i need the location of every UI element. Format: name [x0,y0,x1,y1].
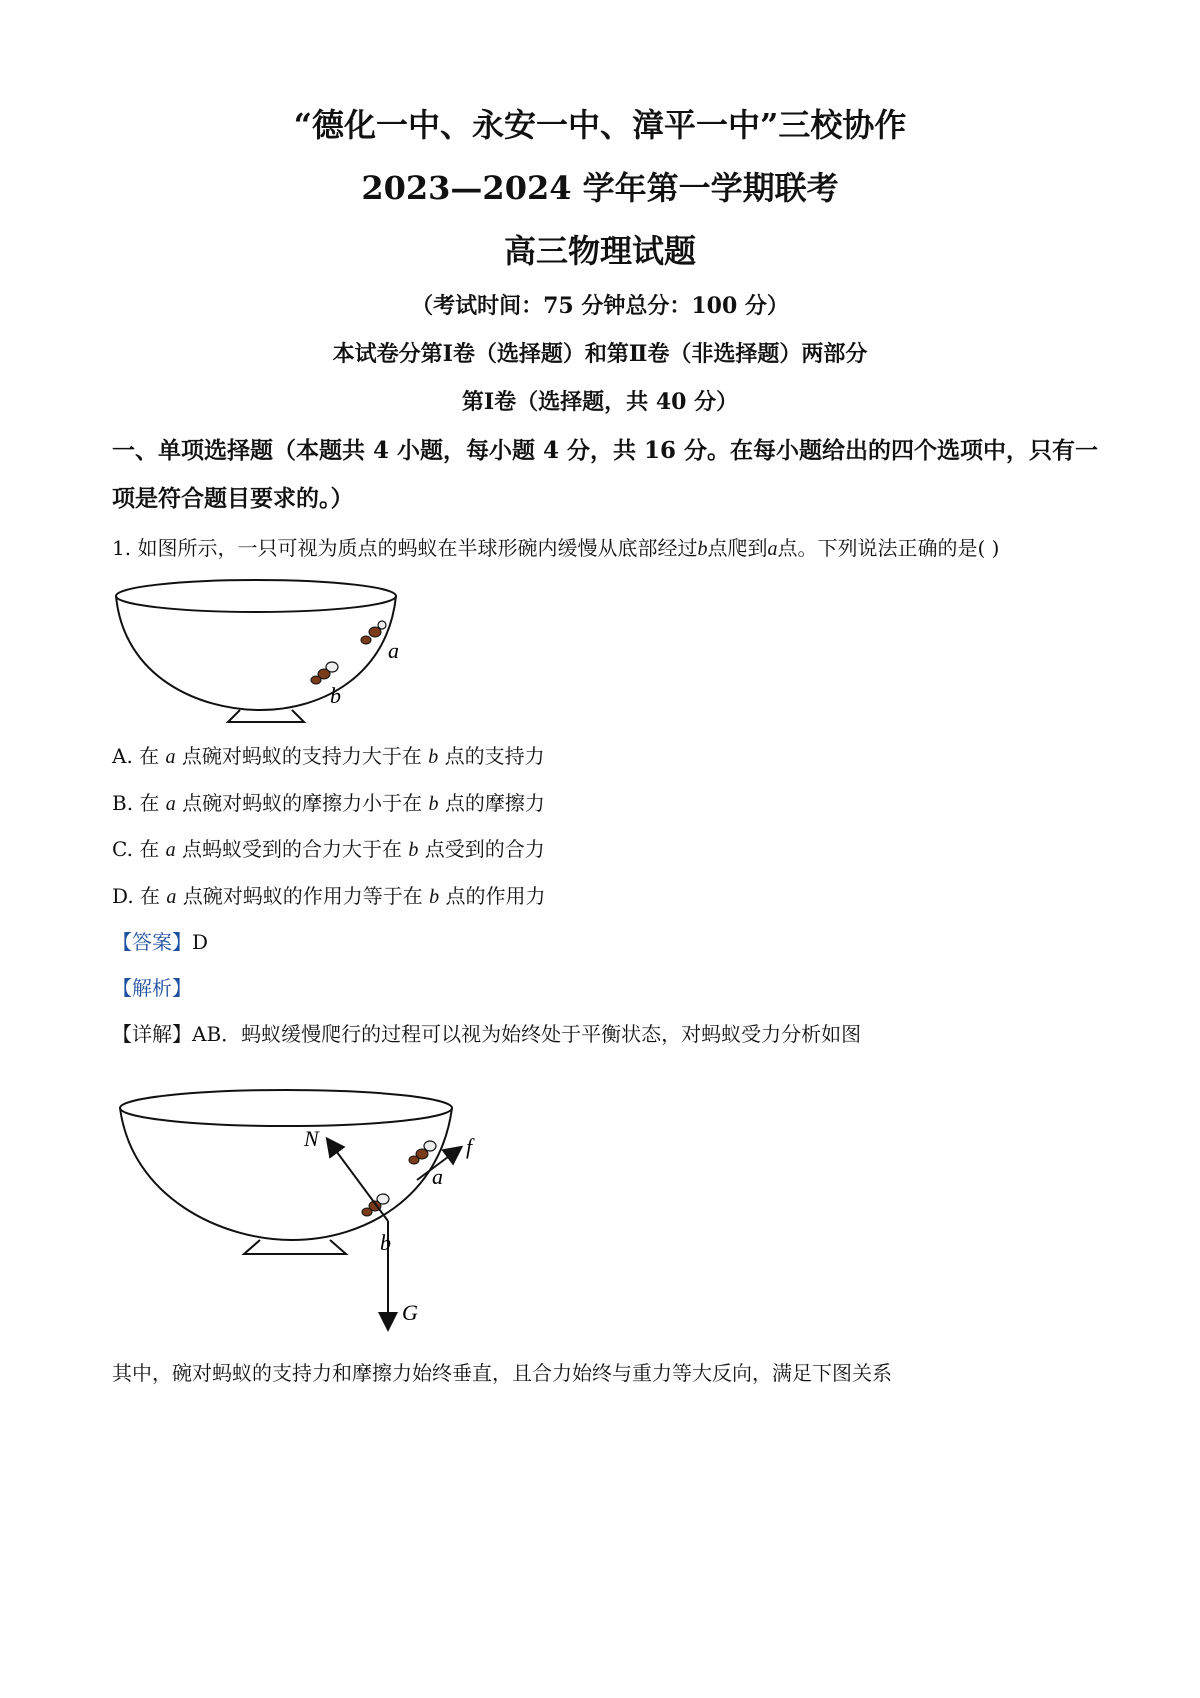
question1-stem: 1. 如图所示，一只可视为质点的蚂蚁在半球形碗内缓慢从底部经过b点爬到a点。下列说法正确的是( ) [112,536,1000,560]
detail-line [112,1018,861,1047]
bowl-rim [116,580,396,612]
option-a: A. 在 a 点碗对蚂蚁的支持力大于在 b 点的支持力 [112,744,545,768]
detail-text: AB．蚂蚁缓慢爬行的过程可以视为始终处于平衡状态，对蚂蚁受力分析如图 [192,1022,862,1046]
title-schools: “德化一中、永安一中、漳平一中”三校协作 [293,106,907,144]
ant-icon-a [361,621,386,644]
normal-force-arrow [328,1140,388,1221]
bowl-body [120,1108,452,1240]
answer-tag: 【答案】 [112,930,192,954]
bowl-rim [120,1090,452,1126]
bowl-base [228,710,304,722]
bowl-figure-2 [112,1078,492,1338]
ant-icon-a [409,1141,436,1164]
part1-title: 第Ⅰ卷（选择题，共 40 分） [461,389,739,415]
label-a: a [432,1164,443,1189]
paper-parts: 本试卷分第Ⅰ卷（选择题）和第Ⅱ卷（非选择题）两部分 [332,341,868,367]
answer-line [112,926,208,955]
ant-icon-b [311,662,338,684]
closing-text: 其中，碗对蚂蚁的支持力和摩擦力始终垂直，且合力始终与重力等大反向，满足下图关系 [112,1361,892,1385]
label-b: b [330,683,341,708]
analysis-tag: 【解析】 [112,976,192,1000]
detail-tag: 【详解】 [112,1022,192,1046]
option-b: B. 在 a 点碗对蚂蚁的摩擦力小于在 b 点的摩擦力 [112,791,545,815]
label-b: b [380,1230,391,1255]
bowl-body [116,596,396,710]
option-d: D. 在 a 点碗对蚂蚁的作用力等于在 b 点的作用力 [112,884,546,908]
label-a: a [388,638,399,663]
label-g: G [402,1300,418,1325]
option-c: C. 在 a 点蚂蚁受到的合力大于在 b 点受到的合力 [112,837,545,861]
label-n: N [304,1126,319,1151]
exam-info: （考试时间：75 分钟总分：100 分） [411,293,789,319]
title-term: 2023—2024 学年第一学期联考 [361,169,839,207]
label-f: f [466,1134,473,1159]
section1-heading: 一、单项选择题（本题共 4 小题，每小题 4 分，共 16 分。在每小题给出的四个选项中，只有一项是符合题目要求的。） [112,437,1099,512]
title-subject: 高三物理试题 [503,232,696,270]
bowl-figure-1 [110,578,430,728]
bowl-base [244,1240,346,1254]
answer-value: D [192,930,209,954]
analysis-line [112,972,192,1001]
